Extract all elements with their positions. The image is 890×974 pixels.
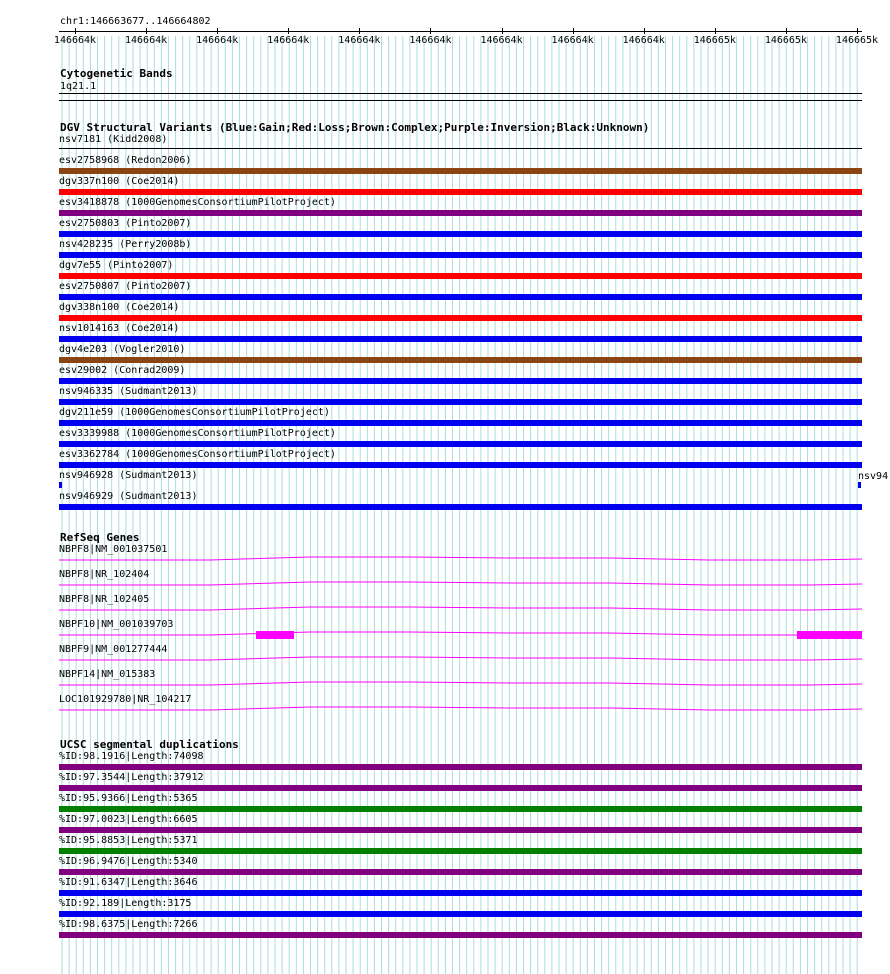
refseq-intron-line — [59, 707, 862, 710]
ruler-tick-mark — [644, 28, 645, 34]
ruler-tick-label: 146665k — [764, 35, 807, 46]
segdup-feature-label[interactable]: %ID:91.6347|Length:3646 — [59, 877, 198, 888]
ruler-tick-mark — [857, 28, 858, 34]
dgv-feature-label[interactable]: esv2750807 (Pinto2007) — [59, 281, 192, 292]
ruler-axis — [59, 31, 862, 32]
segdup-feature-bar[interactable] — [59, 785, 862, 791]
cytoband-track-title: Cytogenetic Bands — [60, 67, 173, 80]
ruler-tick-mark — [146, 28, 147, 34]
dgv-feature-label[interactable]: nsv946929 (Sudmant2013) — [59, 491, 198, 502]
dgv-feature-label[interactable]: nsv946335 (Sudmant2013) — [59, 386, 198, 397]
dgv-feature-label[interactable]: nsv428235 (Perry2008b) — [59, 239, 192, 250]
ruler-tick-label: 146664k — [622, 35, 665, 46]
ruler-tick-label: 146664k — [125, 35, 168, 46]
segdup-feature-label[interactable]: %ID:98.6375|Length:7266 — [59, 919, 198, 930]
ruler-tick-mark — [573, 28, 574, 34]
ruler-tick-label: 146664k — [338, 35, 381, 46]
refseq-intron-line — [59, 582, 862, 585]
segdup-feature-bar[interactable] — [59, 806, 862, 812]
dgv-feature-bar[interactable] — [59, 336, 862, 342]
segdup-feature-label[interactable]: %ID:97.0023|Length:6605 — [59, 814, 198, 825]
segdup-feature-bar[interactable] — [59, 890, 862, 896]
ruler-tick-mark — [359, 28, 360, 34]
ruler-tick-label: 146665k — [693, 35, 736, 46]
dgv-feature-label[interactable]: esv29002 (Conrad2009) — [59, 365, 186, 376]
ruler-tick-label: 146664k — [409, 35, 452, 46]
dgv-feature-label[interactable]: nsv7181 (Kidd2008) — [59, 134, 168, 145]
ruler-tick-label: 146664k — [53, 35, 97, 46]
refseq-intron-line — [59, 607, 862, 610]
ruler-tick-label: 146664k — [196, 35, 239, 46]
segdup-feature-label[interactable]: %ID:95.9366|Length:5365 — [59, 793, 198, 804]
dgv-feature-label[interactable]: dgv4e203 (Vogler2010) — [59, 344, 186, 355]
dgv-feature-label[interactable]: dgv211e59 (1000GenomesConsortiumPilotProject) — [59, 407, 330, 418]
ruler-tick-label: 146664k — [480, 35, 523, 46]
refseq-gene-label[interactable]: NBPF14|NM_015383 — [59, 669, 156, 680]
cytoband-label[interactable]: 1q21.1 — [60, 81, 97, 92]
dgv-feature-line[interactable] — [59, 148, 862, 149]
dgv-feature-bar[interactable] — [59, 315, 862, 321]
dgv-feature-label[interactable]: esv3418878 (1000GenomesConsortiumPilotProject) — [59, 197, 336, 208]
ruler-tick-mark — [217, 28, 218, 34]
ruler-tick-label: 146664k — [267, 35, 310, 46]
dgv-feature-label[interactable]: nsv1014163 (Coe2014) — [59, 323, 180, 334]
ruler-tick-label: 146664k — [551, 35, 594, 46]
dgv-feature-edge-right[interactable] — [858, 482, 861, 488]
dgv-feature-bar[interactable] — [59, 231, 862, 237]
dgv-feature-label[interactable]: esv3339988 (1000GenomesConsortiumPilotProject) — [59, 428, 336, 439]
cytoband-line — [59, 93, 862, 94]
dgv-clipped-label[interactable]: nsv94 — [858, 471, 889, 482]
refseq-intron-line — [59, 657, 862, 660]
segdup-feature-bar[interactable] — [59, 911, 862, 917]
segdup-feature-label[interactable]: %ID:92.189|Length:3175 — [59, 898, 192, 909]
refseq-gene-label[interactable]: LOC101929780|NR_104217 — [59, 694, 192, 705]
segdup-track-title: UCSC segmental duplications — [60, 738, 239, 751]
ruler-tick-mark — [430, 28, 431, 34]
dgv-feature-edge-left[interactable] — [59, 482, 62, 488]
dgv-track-title: DGV Structural Variants (Blue:Gain;Red:Loss;Brown:Complex;Purple:Inversion;Black:Unknown) — [60, 121, 650, 134]
segdup-feature-bar[interactable] — [59, 932, 862, 938]
refseq-track-title: RefSeq Genes — [60, 531, 140, 544]
dgv-feature-bar[interactable] — [59, 441, 862, 447]
dgv-feature-bar[interactable] — [59, 252, 862, 258]
dgv-feature-bar[interactable] — [59, 210, 862, 216]
segdup-feature-bar[interactable] — [59, 848, 862, 854]
refseq-exon-block — [256, 631, 294, 639]
dgv-feature-label[interactable]: esv2750803 (Pinto2007) — [59, 218, 192, 229]
refseq-gene-label[interactable]: NBPF10|NM_001039703 — [59, 619, 174, 630]
refseq-gene-label[interactable]: NBPF8|NR_102404 — [59, 569, 150, 580]
segdup-feature-bar[interactable] — [59, 764, 862, 770]
segdup-feature-label[interactable]: %ID:97.3544|Length:37912 — [59, 772, 204, 783]
refseq-gene-label[interactable]: NBPF8|NR_102405 — [59, 594, 150, 605]
dgv-feature-bar[interactable] — [59, 462, 862, 468]
segdup-feature-label[interactable]: %ID:95.8853|Length:5371 — [59, 835, 198, 846]
segdup-feature-bar[interactable] — [59, 827, 862, 833]
dgv-feature-bar[interactable] — [59, 168, 862, 174]
refseq-intron-line — [59, 632, 862, 635]
dgv-feature-label[interactable]: dgv7e55 (Pinto2007) — [59, 260, 174, 271]
dgv-feature-bar[interactable] — [59, 294, 862, 300]
dgv-feature-bar[interactable] — [59, 273, 862, 279]
dgv-feature-bar[interactable] — [59, 357, 862, 363]
ruler-tick-mark — [502, 28, 503, 34]
ruler-tick-mark — [75, 28, 76, 34]
dgv-feature-bar[interactable] — [59, 378, 862, 384]
refseq-gene-label[interactable]: NBPF8|NM_001037501 — [59, 544, 168, 555]
cytoband-line-bottom — [59, 100, 862, 101]
segdup-feature-label[interactable]: %ID:98.1916|Length:74098 — [59, 751, 204, 762]
ruler-tick-mark — [288, 28, 289, 34]
refseq-intron-line — [59, 682, 862, 685]
refseq-exon-block — [797, 631, 862, 639]
locus-label: chr1:146663677..146664802 — [60, 16, 211, 27]
ruler-tick-mark — [715, 28, 716, 34]
dgv-feature-label[interactable]: dgv337n100 (Coe2014) — [59, 176, 180, 187]
ruler-tick-mark — [786, 28, 787, 34]
refseq-intron-line — [59, 557, 862, 560]
dgv-feature-bar[interactable] — [59, 189, 862, 195]
dgv-feature-label[interactable]: nsv946928 (Sudmant2013) — [59, 470, 198, 481]
dgv-feature-bar[interactable] — [59, 399, 862, 405]
dgv-feature-label[interactable]: dgv338n100 (Coe2014) — [59, 302, 180, 313]
ruler-tick-label: 146665k — [835, 35, 879, 46]
refseq-gene-label[interactable]: NBPF9|NM_001277444 — [59, 644, 168, 655]
dgv-feature-label[interactable]: esv3362784 (1000GenomesConsortiumPilotProject) — [59, 449, 336, 460]
dgv-feature-bar[interactable] — [59, 420, 862, 426]
segdup-feature-label[interactable]: %ID:96.9476|Length:5340 — [59, 856, 198, 867]
dgv-feature-label[interactable]: esv2758968 (Redon2006) — [59, 155, 192, 166]
segdup-feature-bar[interactable] — [59, 869, 862, 875]
dgv-feature-bar[interactable] — [59, 504, 862, 510]
